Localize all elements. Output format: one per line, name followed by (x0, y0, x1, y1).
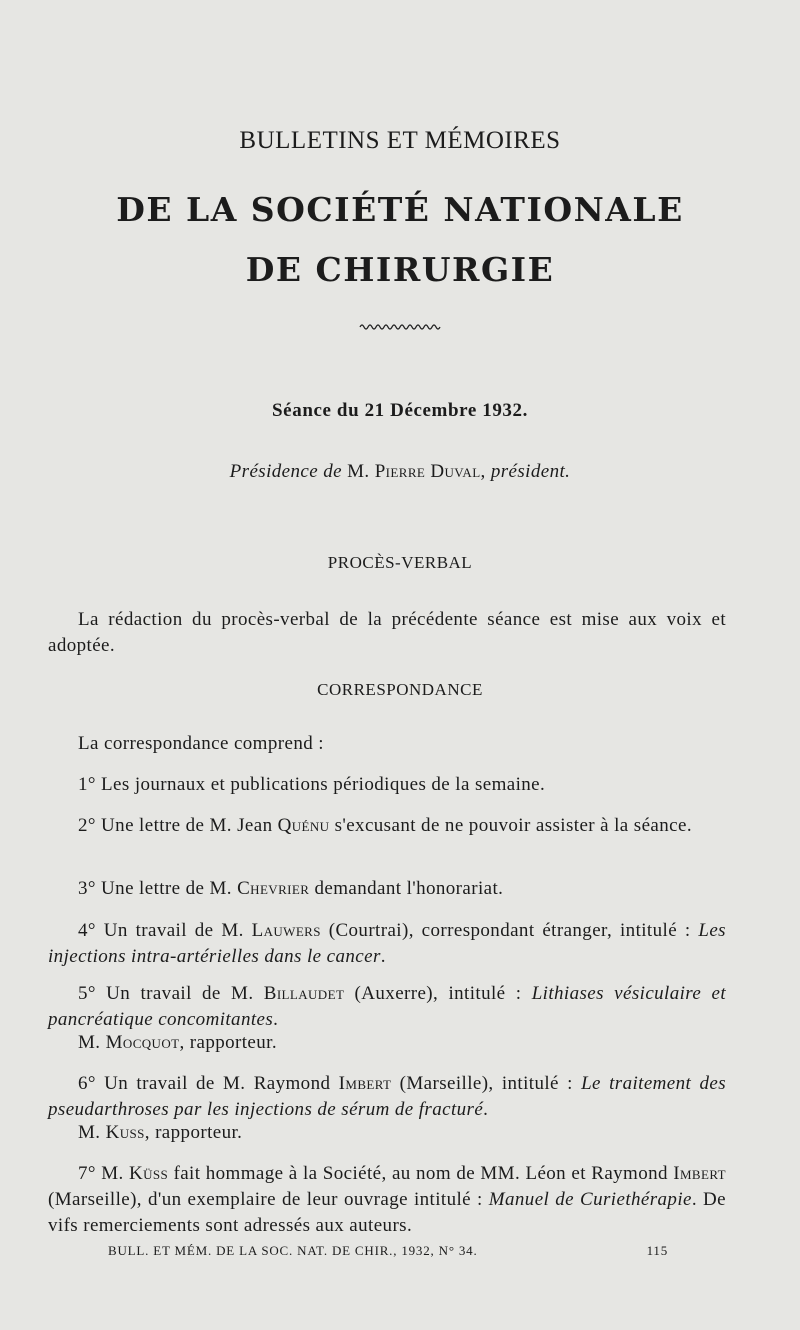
item-2-name: Quénu (277, 815, 330, 836)
item-2 (48, 813, 726, 839)
item-1: 1° Les journaux et publications périodiques de la semaine. (78, 774, 546, 795)
item-7-text-b: fait hommage à la Société, au nom de MM. Léon et Raymond (168, 1163, 674, 1184)
correspondance-heading: CORRESPONDANCE (317, 680, 483, 699)
presidency-line (0, 461, 800, 483)
item-5-text-a: 5° Un travail de M. (78, 983, 264, 1004)
footer-citation: BULL. ET MÉM. DE LA SOC. NAT. DE CHIR., 1932, N° 34. (108, 1243, 478, 1258)
president-name: Pierre Duval, (374, 461, 486, 482)
presidency-suffix: président. (490, 461, 571, 482)
page-footer (108, 1243, 668, 1259)
session-date: Séance du 21 Décembre 1932. (272, 400, 528, 421)
item-6-rapporteur-name: Kuss (105, 1122, 145, 1143)
item-4-title: Les injections intra-artérielles dans le cancer (48, 920, 726, 967)
item-5-name: Billaudet (263, 983, 345, 1004)
item-3-name: Chevrier (237, 878, 310, 899)
item-7-title: Manuel de Curiethérapie (488, 1189, 692, 1210)
journal-title-line1: BULLETINS ET MÉMOIRES (239, 127, 561, 154)
item-6-text-a: 6° Un travail de M. Raymond (78, 1073, 339, 1094)
item-5-rapporteur (78, 1032, 277, 1054)
item-6 (48, 1071, 726, 1123)
item-4-text-a: 4° Un travail de M. (78, 920, 252, 941)
item-4 (48, 918, 726, 970)
item-5-text-b: (Auxerre), intitulé : (344, 983, 532, 1004)
item-3-text-b: demandant l'honorariat. (309, 878, 504, 899)
item-2-text-a: 2° Une lettre de M. Jean (78, 815, 278, 836)
item-6-rapporteur-m: M. (78, 1122, 106, 1143)
item-7-text-c: (Marseille), d'un exemplaire de leur ouvrage intitulé : (48, 1189, 489, 1210)
item-4-text-b: (Courtrai), correspondant étranger, intitulé : (320, 920, 699, 941)
page-number: 115 (646, 1243, 668, 1258)
presidency-m: M. (347, 461, 370, 482)
item-5-title: Lithiases vésiculaire et pancréatique concomitantes (48, 983, 727, 1030)
item-5 (48, 981, 726, 1033)
proces-verbal-heading: PROCÈS-VERBAL (327, 553, 473, 572)
item-5-rapporteur-m: M. (78, 1032, 106, 1053)
item-7-name-1: Küss (129, 1163, 169, 1184)
item-6-text-c: . (483, 1099, 489, 1120)
item-3-text-a: 3° Une lettre de M. (78, 878, 238, 899)
presidency-prefix: Présidence de (229, 461, 342, 482)
item-6-title: Le traitement des pseudarthroses par les injections de sérum de fracturé (48, 1073, 726, 1120)
item-7-name-2: Imbert (673, 1163, 726, 1184)
item-2-text-b: s'excusant de ne pouvoir assister à la séance. (329, 815, 692, 836)
correspondance-intro: La correspondance comprend : (78, 733, 324, 754)
item-4-text-c: . (380, 946, 386, 967)
item-6-rapporteur-suffix: , rapporteur. (144, 1122, 243, 1143)
item-3 (78, 878, 503, 900)
proces-verbal-text: La rédaction du procès-verbal de la précédente séance est mise aux voix et adoptée. (48, 609, 726, 656)
item-5-rapporteur-suffix: , rapporteur. (179, 1032, 277, 1053)
journal-title-line3: DE CHIRURGIE (245, 250, 555, 289)
item-6-text-b: (Marseille), intitulé : (391, 1073, 582, 1094)
item-7 (48, 1161, 726, 1239)
wavy-ornament (0, 318, 800, 339)
item-5-text-c: . (273, 1009, 279, 1030)
journal-title-line2: DE LA SOCIÉTÉ NATIONALE (116, 190, 684, 229)
item-7-text-a: 7° M. (78, 1163, 129, 1184)
item-6-rapporteur (78, 1122, 242, 1144)
item-5-rapporteur-name: Mocquot (105, 1032, 180, 1053)
item-4-name: Lauwers (251, 920, 321, 941)
item-6-name: Imbert (338, 1073, 392, 1094)
item-7-text-d: . De vifs remerciements sont adressés aux auteurs. (48, 1189, 726, 1236)
